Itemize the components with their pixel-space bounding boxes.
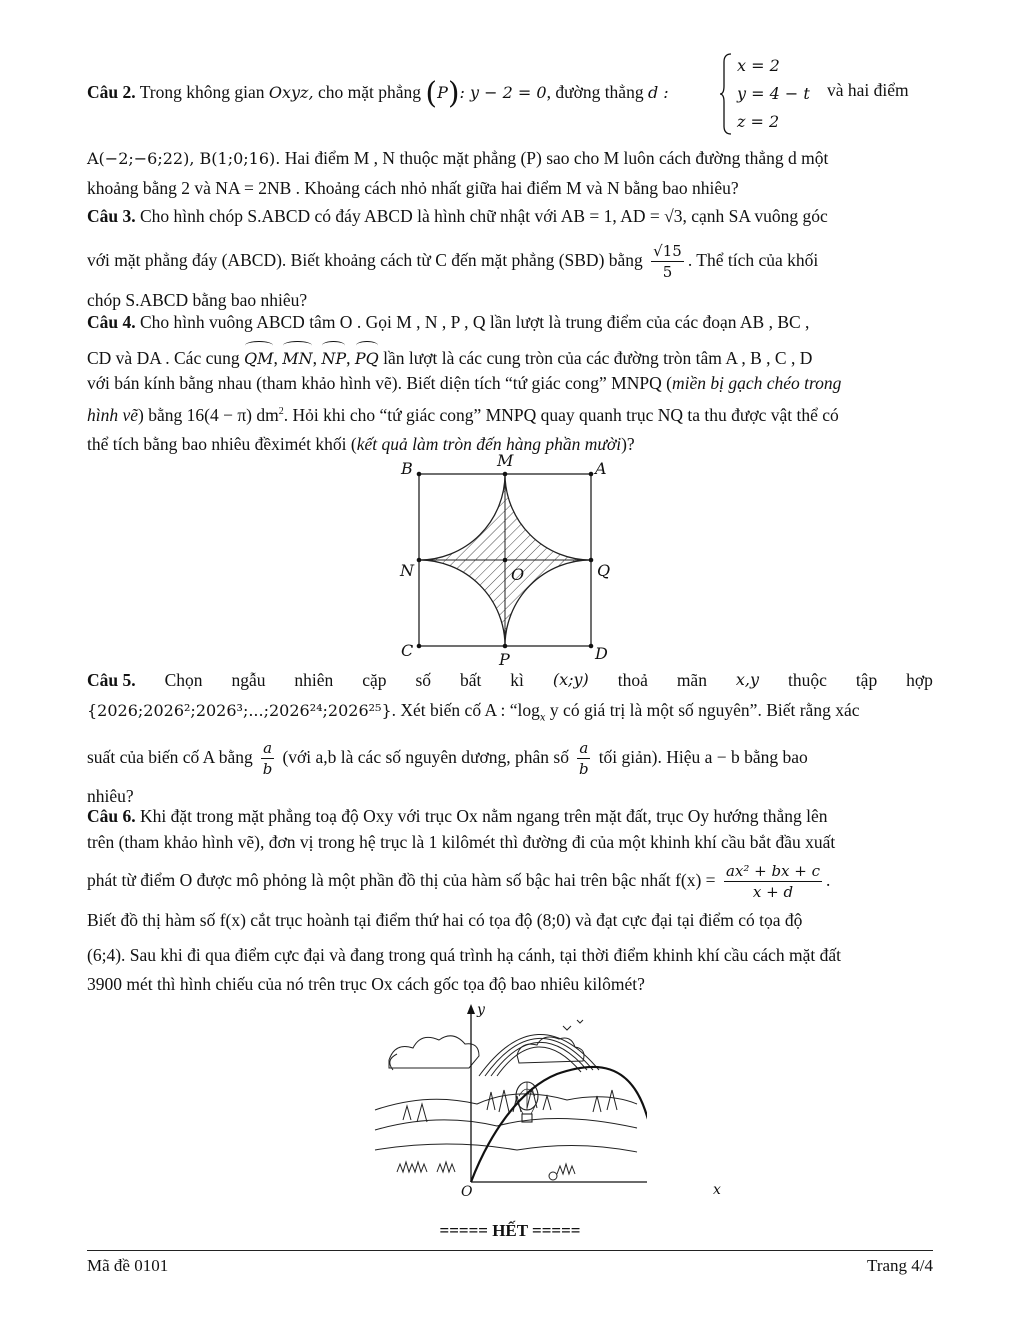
q6-line2: trên (tham khảo hình vẽ), đơn vị trong hệ trục là 1 kilômét thì đường đi của một khinh khí cầu bắt đầu xuất xyxy=(87,832,836,852)
q4-line4-italic: hình vẽ xyxy=(87,404,139,425)
label-p: P xyxy=(499,650,510,667)
q5-fraction-2 xyxy=(577,738,590,779)
label-n: N xyxy=(400,561,414,580)
q4-line5-italic: kết quả làm tròn đến hàng phần mười xyxy=(356,434,622,454)
arc-np: NP xyxy=(321,347,346,371)
q6-line1-text: Khi đặt trong mặt phẳng toạ độ Oxy với trục Ox nằm ngang trên mặt đất, trục Oy hướng thẳng lên xyxy=(140,806,828,826)
q6-figure xyxy=(367,1000,647,1200)
q6-line5: (6;4). Sau khi đi qua điểm cực đại và đang trong quá trình hạ cánh, tại thời điểm khinh khí cầu cách mặt đất xyxy=(87,945,842,965)
q2-line2-text: Hai điểm M , N thuộc mặt phẳng (P) sao cho M luôn cách đường thẳng d một xyxy=(284,148,829,168)
label-o: O xyxy=(511,565,525,584)
q5-word: bất xyxy=(459,670,482,690)
q5-log-sub: x xyxy=(539,712,546,724)
q4-line3 xyxy=(87,371,933,395)
q5-line3-c: tối giản). Hiệu a − b bằng bao xyxy=(598,747,808,767)
q4-line4-a: ) bằng 16(4 − π) dm xyxy=(138,404,279,425)
q4-line5-a: thể tích bằng bao nhiêu đềximét khối ( xyxy=(87,434,357,454)
q6-line3-b: . xyxy=(826,870,831,890)
q2-eq-z: z = 2 xyxy=(737,112,780,131)
q3-line2 xyxy=(87,240,933,282)
q4-line5-b: )? xyxy=(621,434,635,454)
q5-word: cặp xyxy=(362,670,387,690)
q5-line2-b: . Xét biến cố A : “log xyxy=(391,700,540,720)
label-b: B xyxy=(401,459,413,478)
q2-line2 xyxy=(87,146,933,171)
q6-label: Câu 6. xyxy=(87,806,136,826)
q2-plane-eq: : y − 2 = 0 xyxy=(459,83,547,102)
q3-frac-num: √15 xyxy=(653,242,682,261)
label-c: C xyxy=(401,641,414,660)
q4-line1-text: Cho hình vuông ABCD tâm O . Gọi M , N , P , Q lần lượt là trung điểm của các đoạn AB , BC , xyxy=(140,312,810,332)
q2-d: d : xyxy=(647,83,669,102)
q4-line2-a: CD và DA . Các cung xyxy=(87,348,240,368)
q2-line-text: , đường thẳng xyxy=(546,82,644,102)
q3-line3: chóp S.ABCD bằng bao nhiêu? xyxy=(87,290,308,310)
exam-code: Mã đề 0101 xyxy=(87,1256,169,1275)
frac-den: x + d xyxy=(752,883,794,902)
q5-label: Câu 5. xyxy=(87,670,136,690)
q5-line3-a: suất của biến cố A bằng xyxy=(87,747,253,767)
q4-line1 xyxy=(87,310,933,334)
q2-eq-x: x = 2 xyxy=(737,56,780,75)
q6-fraction xyxy=(724,861,822,902)
q3-fraction xyxy=(651,241,684,282)
q4-label: Câu 4. xyxy=(87,312,136,332)
q5-line3-b: (với a,b là các số nguyên dương, phân số xyxy=(282,747,569,767)
q5-xy: x,y xyxy=(735,670,760,689)
q5-word: tập xyxy=(855,670,878,690)
q2-text: Trong không gian xyxy=(139,82,265,102)
label-a: A xyxy=(595,459,607,478)
q3-line2-a: với mặt phẳng đáy (ABCD). Biết khoảng cách từ C đến mặt phẳng (SBD) bằng xyxy=(87,250,643,270)
q5-word: thoả xyxy=(617,670,648,690)
q5-line3 xyxy=(87,737,933,779)
q6-line4: Biết đồ thị hàm số f(x) cắt trục hoành tại điểm thứ hai có tọa độ (8;0) và đạt cực đại tại điểm có tọa độ xyxy=(87,910,803,930)
q5-pair: (x;y) xyxy=(552,670,589,689)
q3-line1 xyxy=(87,204,933,228)
q6-line6: 3900 mét thì hình chiếu của nó trên trục Ox cách gốc tọa độ bao nhiêu kilômét? xyxy=(87,974,645,994)
q5-line2-c: y có giá trị là một số nguyên”. Biết rằng xác xyxy=(549,700,860,720)
q2-label: Câu 2. xyxy=(87,82,136,102)
q3-label: Câu 3. xyxy=(87,206,136,226)
q5-line2 xyxy=(87,698,933,731)
q4-line3-a: với bán kính bằng nhau (tham khảo hình vẽ). Biết diện tích “tứ giác cong” MNPQ ( xyxy=(87,373,672,393)
arc-mn: MN xyxy=(282,347,312,371)
x-axis-label-wrap xyxy=(707,1180,731,1196)
label-d: D xyxy=(595,644,608,663)
q4-line2: CD và DA . Các cung QM, MN, NP, PQ lần lượt là các cung tròn của các đường tròn tâm A , B , C , D xyxy=(87,346,933,371)
q5-line1 xyxy=(87,668,933,692)
q5-word: kì xyxy=(510,670,524,690)
q2-plane-text: cho mặt phẳng xyxy=(317,82,421,102)
q4-line2-b: lần lượt là các cung tròn của các đường tròn tâm A , B , C , D xyxy=(383,348,813,368)
axis-label-x: x xyxy=(713,1182,721,1196)
q5-word: thuộc xyxy=(787,670,827,690)
frac-den: b xyxy=(262,760,273,779)
q2-line1: Câu 2. Trong không gian Oxyz, cho mặt phẳng (P): y − 2 = 0, đường thẳng d : xyxy=(87,76,669,111)
frac-num: ax² + bx + c xyxy=(725,862,821,881)
brace-icon xyxy=(719,52,735,136)
arc-qm: QM xyxy=(244,347,274,371)
q3-frac-den: 5 xyxy=(662,263,673,282)
q4-figure xyxy=(395,452,635,667)
q2-points: A(−2;−6;22), B(1;0;16). xyxy=(87,149,281,168)
q5-word: số xyxy=(415,670,432,690)
q5-fraction-1 xyxy=(261,738,274,779)
origin-label: O xyxy=(461,1184,473,1200)
q2-end-text: và hai điểm xyxy=(827,80,909,100)
frac-den: b xyxy=(579,760,589,779)
arc-pq: PQ xyxy=(355,347,379,371)
q4-line4 xyxy=(87,400,933,427)
q5-word: nhiên xyxy=(294,670,334,690)
label-m: M xyxy=(497,452,514,470)
q2-line3: khoảng bằng 2 và NA = 2NB . Khoảng cách nhỏ nhất giữa hai điểm M và N bằng bao nhiêu? xyxy=(87,178,739,198)
frac-num: a xyxy=(579,739,589,758)
q6-line3 xyxy=(87,858,933,902)
q5-word: hợp xyxy=(906,670,933,690)
q4-line3-italic: miền bị gạch chéo trong xyxy=(671,373,842,393)
q5-line4: nhiêu? xyxy=(87,786,134,806)
page-number: Trang 4/4 xyxy=(867,1256,933,1275)
q5-word: Chọn xyxy=(164,670,203,690)
q4-line4-b: . Hỏi khi cho “tứ giác cong” MNPQ quay quanh trục NQ ta thu được vật thể có xyxy=(283,404,839,425)
q5-word: mãn xyxy=(676,670,707,690)
q5-set: {2026;2026²;2026³;...;2026²⁴;2026²⁵} xyxy=(87,701,392,720)
axis-label-y: y xyxy=(477,1002,485,1018)
q2-oxyz: Oxyz, xyxy=(268,83,314,102)
q4-sup: 2 xyxy=(278,406,284,417)
q6-line1 xyxy=(87,804,933,828)
q6-line3-a: phát từ điểm O được mô phỏng là một phần đồ thị của hàm số bậc hai trên bậc nhất f(x) = xyxy=(87,870,716,890)
q3-line1-text: Cho hình chóp S.ABCD có đáy ABCD là hình chữ nhật với AB = 1, AD = √3, cạnh SA vuông góc xyxy=(140,206,828,226)
frac-num: a xyxy=(263,739,273,758)
label-q: Q xyxy=(597,561,611,580)
footer-divider xyxy=(87,1250,933,1251)
q2-eq-y: y = 4 − t xyxy=(737,84,810,103)
q3-line2-b: . Thể tích của khối xyxy=(687,250,819,270)
end-marker: ===== HẾT ===== xyxy=(439,1221,581,1240)
q5-word: ngẫu xyxy=(231,670,266,690)
